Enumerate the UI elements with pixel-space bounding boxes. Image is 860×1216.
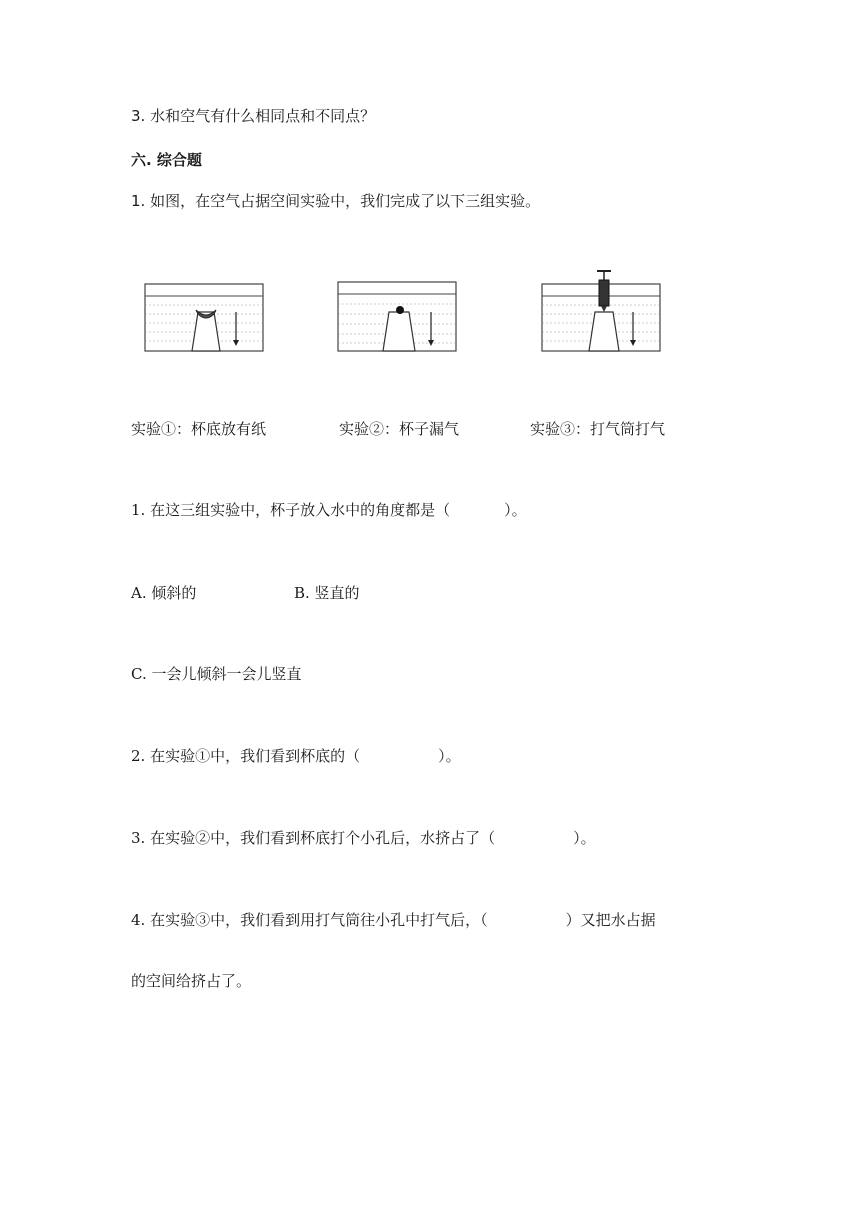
sub-question-1 [131,500,527,520]
sub-question-4-text: 4. 在实验③中，我们看到用打气筒往小孔中打气后，（ [131,911,488,929]
sub-question-2-end: ）。 [438,747,461,765]
sub-question-3-text: 3. 在实验②中，我们看到杯底打个小孔后，水挤占了（ [131,829,496,847]
intro-question: 1. 如图，在空气占据空间实验中，我们完成了以下三组实验。 [131,192,541,210]
sub-question-4 [131,910,656,930]
option-b: B. 竖直的 [294,584,360,602]
experiment-1-figure [144,268,266,354]
sub-question-3 [131,828,596,848]
caption-experiment-1: 实验①：杯底放有纸 [131,420,267,438]
option-a: A. 倾斜的 [131,584,197,602]
sub-question-4-end: ）又把水占据 [565,911,656,929]
experiment-2-figure [337,268,459,354]
section-title: 六. 综合题 [131,151,202,169]
option-c: C. 一会儿倾斜一会儿竖直 [131,665,302,683]
sub-question-2-text: 2. 在实验①中，我们看到杯底的（ [131,747,361,765]
sub-question-1-text: 1. 在这三组实验中，杯子放入水中的角度都是（ [131,501,451,519]
sub-question-1-end: ）。 [504,501,527,519]
sub-question-2 [131,746,461,766]
experiment-3-figure [541,268,663,354]
caption-experiment-3: 实验③：打气筒打气 [530,420,666,438]
sub-question-4-continuation: 的空间给挤占了。 [131,972,252,990]
question-3-water-air: 3. 水和空气有什么相同点和不同点？ [131,107,376,125]
caption-experiment-2: 实验②：杯子漏气 [339,420,460,438]
sub-question-3-end: ）。 [573,829,596,847]
